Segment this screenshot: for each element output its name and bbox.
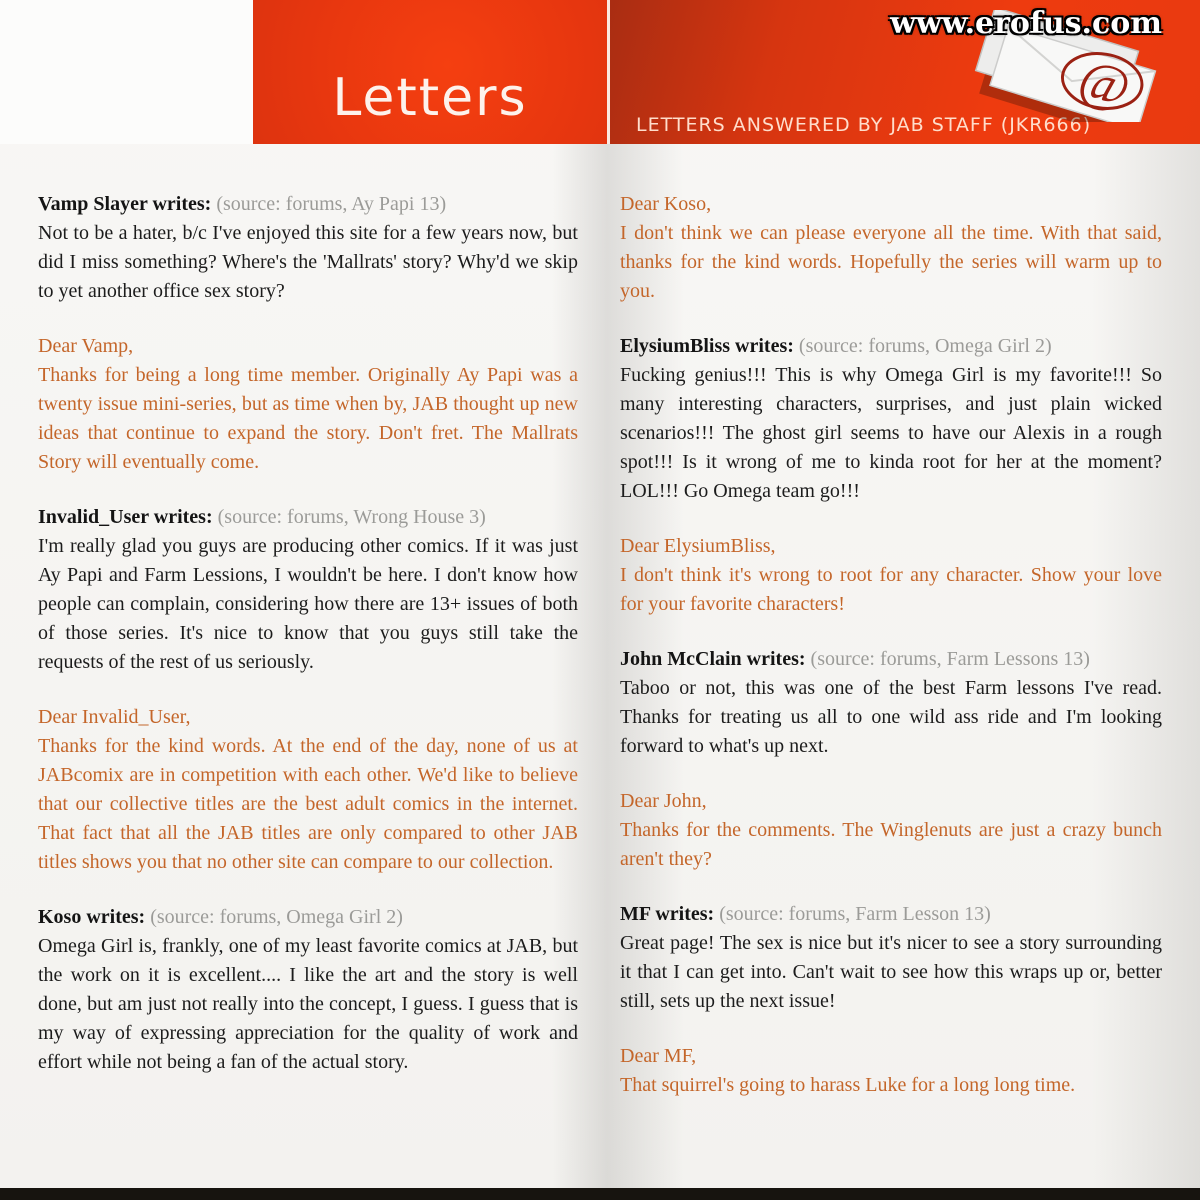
- page-title: Letters: [332, 68, 528, 128]
- letter-heading: [620, 332, 1162, 361]
- letter-source: (source: forums, Omega Girl 2): [798, 335, 1052, 357]
- reply-salutation: Dear MF,: [620, 1045, 697, 1067]
- letter-block: [620, 332, 1162, 506]
- letter-block: [620, 900, 1162, 1016]
- reply-body: Thanks for the kind words. At the end of the day, none of us at JABcomix are in competition with each other. We'd like to believe that our collective titles are the best adult comics in the internet. That fact that all the JAB titles are only compared to other JAB titles shows you that no other site can compare to our collection.: [38, 735, 578, 873]
- reply-block: [620, 190, 1162, 306]
- letter-block: [38, 903, 578, 1077]
- reply-salutation: Dear Vamp,: [38, 335, 134, 357]
- letter-block: [38, 503, 578, 677]
- reply-body: I don't think it's wrong to root for any character. Show your love for your favorite characters!: [620, 564, 1162, 615]
- letter-body: Great page! The sex is nice but it's nicer to see a story surrounding it that I can get into. Can't wait to see how this wraps up or, better still, sets up the next issue!: [620, 932, 1162, 1012]
- letter-source: (source: forums, Ay Papi 13): [216, 193, 447, 215]
- letter-author: John McClain writes:: [620, 648, 806, 670]
- letter-body: Taboo or not, this was one of the best Farm lessons I've read. Thanks for treating us all to one wild ass ride and I'm looking forward to what's up next.: [620, 677, 1162, 757]
- banner-left: [253, 0, 607, 144]
- reply-body: I don't think we can please everyone all the time. With that said, thanks for the kind words. Hopefully the series will warm up to you.: [620, 222, 1162, 302]
- letter-author: MF writes:: [620, 903, 715, 925]
- letters-column-right: [620, 190, 1162, 1126]
- letter-author: ElysiumBliss writes:: [620, 335, 794, 357]
- letter-heading: [38, 190, 578, 219]
- letter-body: Not to be a hater, b/c I've enjoyed this site for a few years now, but did I miss something? Where's the 'Mallrats' story? Why'd we skip to yet another office sex story?: [38, 222, 578, 302]
- letter-source: (source: forums, Omega Girl 2): [150, 906, 403, 928]
- watermark: www.erofus.com: [890, 6, 1162, 41]
- letter-block: [38, 190, 578, 306]
- reply-salutation: Dear Koso,: [620, 193, 712, 215]
- letter-source: (source: forums, Wrong House 3): [217, 506, 486, 528]
- reply-salutation: Dear John,: [620, 790, 707, 812]
- letter-heading: [38, 503, 578, 532]
- reply-block: [38, 703, 578, 877]
- reply-body: That squirrel's going to harass Luke for a long long time.: [620, 1074, 1076, 1096]
- letter-author: Invalid_User writes:: [38, 506, 213, 528]
- reply-block: [620, 532, 1162, 619]
- letter-body: Fucking genius!!! This is why Omega Girl is my favorite!!! So many interesting characters, surprises, and just plain wicked scenarios!!! The ghost girl seems to have our Alexis in a rough spot!!! Is it wrong of me to kinda root for her at the moment? LOL!!! Go Omega team go!!!: [620, 364, 1162, 502]
- header-gap: [0, 0, 253, 144]
- letter-body: I'm really glad you guys are producing other comics. If it was just Ay Papi and Farm Lessions, I wouldn't be here. I don't know how people can complain, considering how there are 13+ issues of both of those series. It's nice to know that you guys still take the requests of the rest of us seriously.: [38, 535, 578, 673]
- reply-block: [620, 1042, 1162, 1100]
- reply-salutation: Dear Invalid_User,: [38, 706, 191, 728]
- reply-body: Thanks for being a long time member. Originally Ay Papi was a twenty issue mini-series, but as time when by, JAB thought up new ideas that continue to expand the story. Don't fret. The Mallrats Story will eventually come.: [38, 364, 578, 473]
- letter-author: Koso writes:: [38, 906, 146, 928]
- letter-heading: [620, 900, 1162, 929]
- letter-source: (source: forums, Farm Lessons 13): [810, 648, 1090, 670]
- letters-column-left: [38, 190, 578, 1103]
- letter-block: [620, 645, 1162, 761]
- letter-heading: [620, 645, 1162, 674]
- reply-body: Thanks for the comments. The Winglenuts are just a crazy bunch aren't they?: [620, 819, 1162, 870]
- letter-body: Omega Girl is, frankly, one of my least favorite comics at JAB, but the work on it is excellent.... I like the art and the story is well done, but am just not really into the concept, I guess. I guess that is my way of expressing appreciation for the quality of work and effort while not being a fan of the actual story.: [38, 935, 578, 1073]
- banner-subtitle: LETTERS ANSWERED BY JAB STAFF (JKR666): [636, 114, 1092, 136]
- footer-bar: [0, 1188, 1200, 1200]
- svg-text:@: @: [1072, 46, 1138, 119]
- reply-block: [38, 332, 578, 477]
- letter-author: Vamp Slayer writes:: [38, 193, 212, 215]
- reply-block: [620, 787, 1162, 874]
- letter-source: (source: forums, Farm Lesson 13): [719, 903, 991, 925]
- letter-heading: [38, 903, 578, 932]
- reply-salutation: Dear ElysiumBliss,: [620, 535, 776, 557]
